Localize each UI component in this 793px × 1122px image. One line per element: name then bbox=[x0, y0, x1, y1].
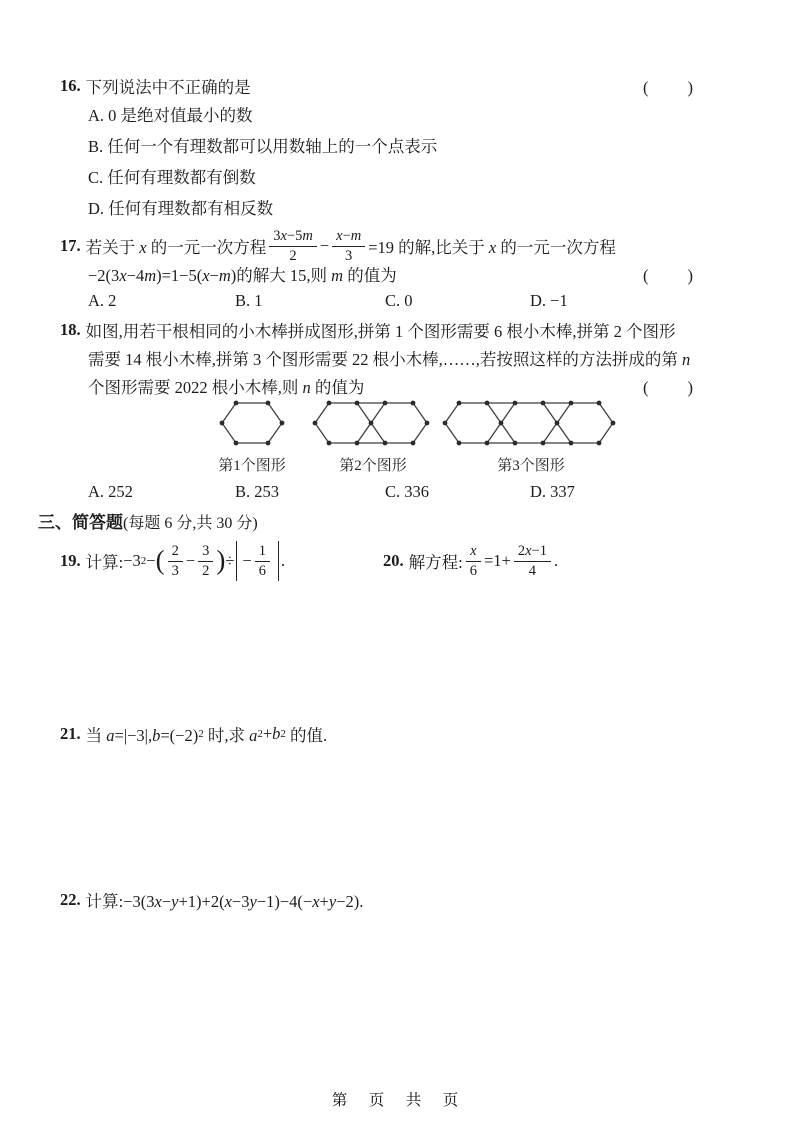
question-21 bbox=[0, 722, 793, 746]
figure-2-caption: 第2个图形 bbox=[339, 458, 407, 474]
question-17-line2 bbox=[0, 262, 793, 286]
figure-1-hexagon bbox=[217, 398, 287, 448]
question-18-line3 bbox=[0, 374, 793, 398]
section-3-title: 三、简答题 bbox=[38, 513, 123, 532]
figure-1-container bbox=[216, 398, 288, 475]
answer-bracket-16: ( ) bbox=[643, 78, 695, 97]
question-17-equation-2: −2(3x−4m)=1−5(x−m)的解大 15,则 m 的值为 bbox=[88, 266, 397, 285]
question-17-option-b: B. 1 bbox=[235, 291, 263, 310]
question-16-option-c: C. 任何有理数都有倒数 bbox=[88, 168, 256, 187]
question-18-option-b: B. 253 bbox=[235, 482, 280, 501]
figure-2-hexagons bbox=[310, 398, 436, 448]
fraction-x-m-over-3: $\frac{x-m}{3}$ bbox=[332, 228, 365, 264]
fraction-x-6: $\frac{x}{6}$ bbox=[466, 543, 481, 579]
question-18-options bbox=[0, 482, 793, 502]
question-19 bbox=[0, 536, 373, 586]
q19-inner-minus: − bbox=[185, 551, 196, 570]
q20-period: . bbox=[553, 551, 559, 570]
close-paren: ) bbox=[216, 544, 226, 575]
question-17-number: 17. bbox=[60, 236, 81, 255]
question-18-option-d: D. 337 bbox=[530, 482, 575, 501]
fraction-1-6: $\frac{1}{6}$ bbox=[255, 543, 270, 579]
question-17-option-c: C. 0 bbox=[385, 291, 413, 310]
figure-2-container bbox=[310, 398, 436, 475]
question-16-number: 16. bbox=[60, 76, 81, 95]
question-16-text: 下列说法中不正确的是 bbox=[85, 78, 251, 97]
figure-3-container bbox=[440, 398, 622, 475]
question-17-option-a: A. 2 bbox=[88, 291, 117, 310]
q21-run-4: 的值. bbox=[285, 726, 328, 745]
question-19-number: 19. bbox=[60, 551, 81, 570]
question-17-options bbox=[0, 291, 793, 311]
q19-term-neg3: −3 bbox=[123, 551, 141, 570]
q19-period: . bbox=[281, 551, 286, 570]
q19-minus: − bbox=[146, 551, 156, 570]
question-22 bbox=[0, 888, 793, 912]
question-17-text-a: 若关于 x 的一元一次方程 bbox=[85, 238, 267, 257]
fraction-3x-5m-over-2: $\frac{3x-5m}{2}$ bbox=[269, 228, 317, 264]
figure-3-hexagons bbox=[440, 398, 622, 448]
question-20 bbox=[383, 536, 558, 586]
q21-exp-2: 2 bbox=[257, 728, 263, 740]
question-21-number: 21. bbox=[60, 724, 81, 743]
question-18-line2: 需要 14 根小木棒,拼第 3 个图形需要 22 根小木棒,……,若按照这样的方法拼成的第 n bbox=[88, 350, 691, 369]
fraction-2x-1-over-4: $\frac{2x-1}{4}$ bbox=[514, 543, 551, 579]
fraction-3-2: $\frac{3}{2}$ bbox=[198, 543, 213, 579]
question-18-text-1: 如图,用若干根相同的小木棒拼成图形,拼第 1 个图形需要 6 根小木棒,拼第 2 个图形 bbox=[85, 322, 676, 341]
question-18-option-a: A. 252 bbox=[88, 482, 133, 501]
section-3-note: (每题 6 分,共 30 分) bbox=[123, 515, 258, 532]
question-19-label: 计算: bbox=[85, 553, 124, 572]
figure-3-caption: 第3个图形 bbox=[497, 458, 565, 474]
question-20-label: 解方程: bbox=[408, 553, 463, 572]
question-18-line1 bbox=[0, 318, 793, 342]
q21-run-3: +b bbox=[262, 724, 281, 743]
q20-equals-one-plus: =1+ bbox=[483, 551, 511, 570]
question-16-stem bbox=[0, 74, 793, 98]
page-footer: 第 页 共 页 bbox=[331, 1092, 462, 1109]
q21-exp-3: 2 bbox=[280, 728, 286, 740]
question-16-option-d: D. 任何有理数都有相反数 bbox=[88, 199, 274, 218]
question-18-number: 18. bbox=[60, 320, 81, 339]
q21-exp-1: 2 bbox=[198, 728, 204, 740]
q19-exponent: 2 bbox=[140, 555, 147, 567]
question-16-option-a: A. 0 是绝对值最小的数 bbox=[88, 106, 253, 125]
question-22-expression: 计算:−3(3x−y+1)+2(x−3y−1)−4(−x+y−2). bbox=[85, 892, 364, 911]
section-3-heading bbox=[0, 508, 793, 533]
figure-1-caption: 第1个图形 bbox=[218, 458, 286, 474]
q19-divide: ÷ bbox=[225, 551, 235, 570]
question-16-option-b: B. 任何一个有理数都可以用数轴上的一个点表示 bbox=[88, 137, 438, 156]
question-17-option-d: D. −1 bbox=[530, 291, 568, 310]
open-paren: ( bbox=[155, 544, 165, 575]
question-17-text-b: =19 的解,比关于 x 的一元一次方程 bbox=[368, 238, 616, 257]
q21-run-1: 当 a=|−3|,b=(−2) bbox=[85, 726, 199, 745]
question-18-option-c: C. 336 bbox=[385, 482, 430, 501]
answer-bracket-17: ( ) bbox=[643, 266, 695, 285]
absolute-value-group bbox=[236, 541, 279, 581]
answer-bracket-18: ( ) bbox=[643, 378, 695, 397]
q19-abs-minus: − bbox=[242, 551, 252, 570]
fraction-2-3: $\frac{2}{3}$ bbox=[168, 543, 183, 579]
q21-run-2: 时,求 a bbox=[203, 726, 258, 745]
question-20-number: 20. bbox=[383, 551, 404, 570]
question-18-text-3: 个图形需要 2022 根小木棒,则 n 的值为 bbox=[88, 378, 365, 397]
minus-sign: − bbox=[319, 236, 330, 255]
question-22-number: 22. bbox=[60, 890, 81, 909]
